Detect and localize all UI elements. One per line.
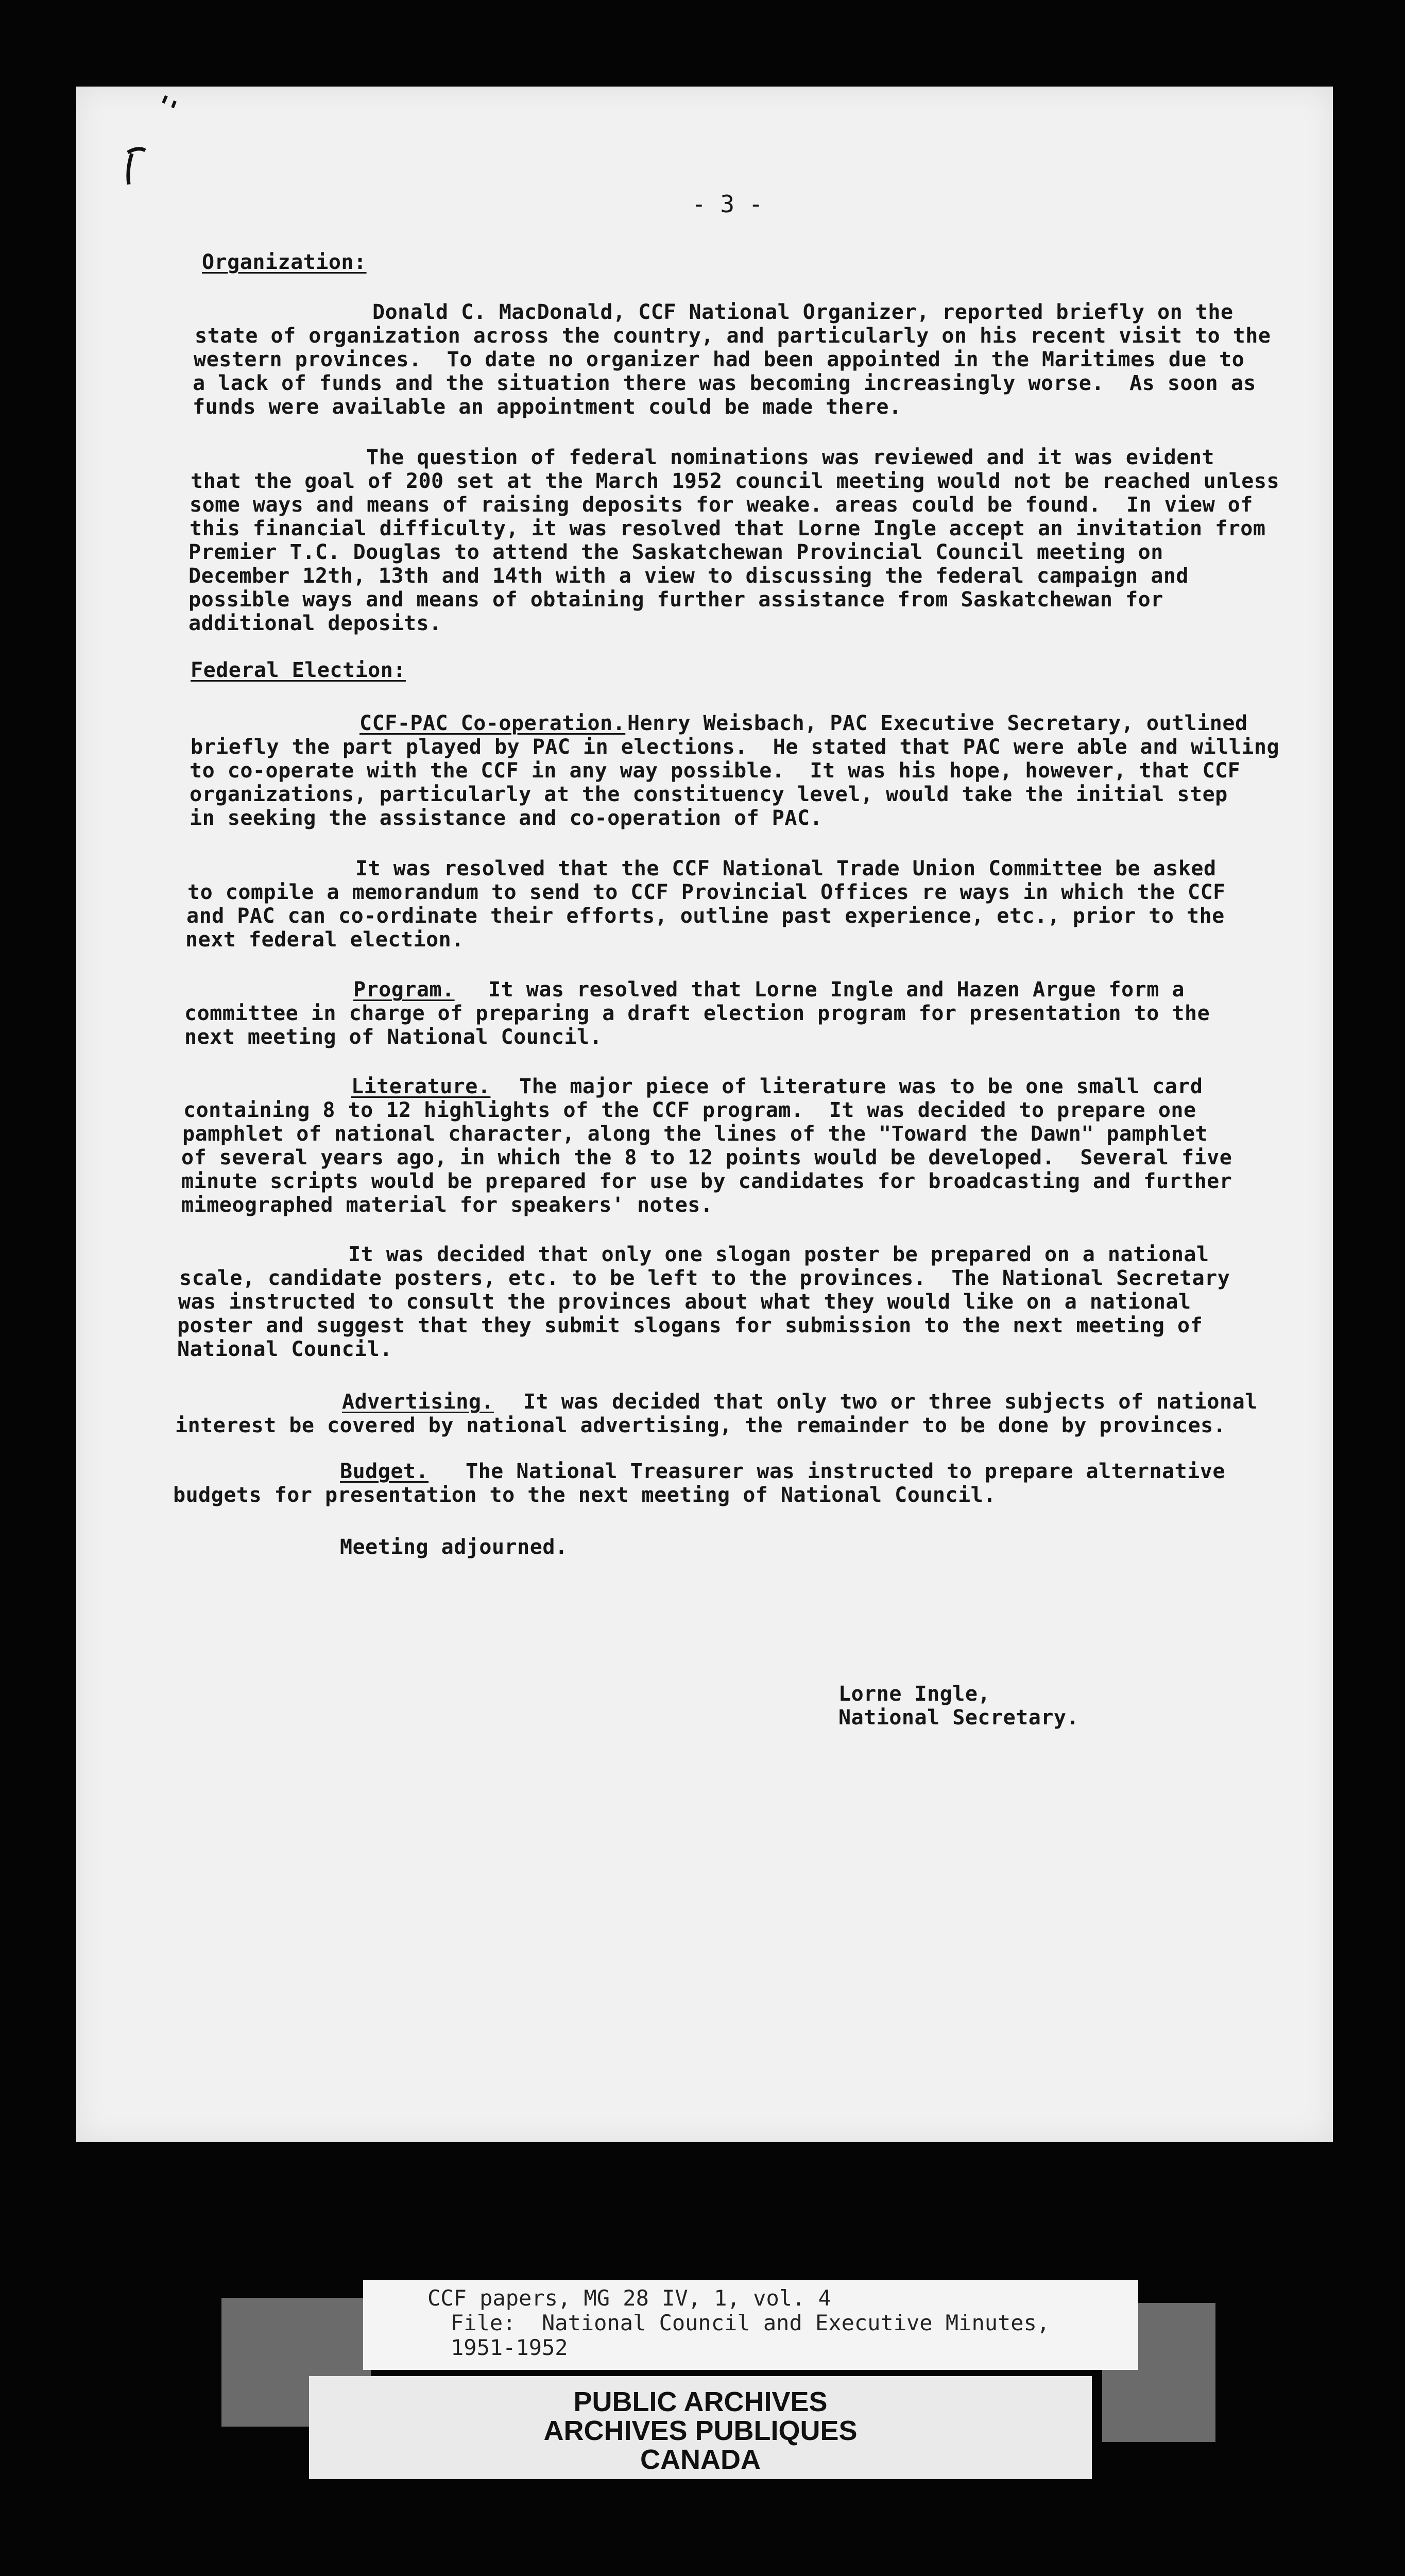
text-line: minute scripts would be prepared for use by candidates for broadcasting and further <box>181 1170 1232 1193</box>
text-line: was instructed to consult the provinces about what they would like on a national <box>178 1290 1191 1314</box>
subheading-budget: Budget. <box>340 1460 429 1483</box>
text-line: budgets for presentation to the next meeting of National Council. <box>173 1483 996 1507</box>
archive-stamp <box>309 2376 1092 2479</box>
label-line: CCF papers, MG 28 IV, 1, vol. 4 <box>427 2285 831 2311</box>
text-line: It was resolved that the CCF National Trade Union Committee be asked <box>355 857 1216 880</box>
text-line: It was decided that only two or three subjects of national <box>523 1390 1258 1414</box>
document-page <box>76 87 1333 2142</box>
text-line: Donald C. MacDonald, CCF National Organizer, reported briefly on the <box>372 300 1233 324</box>
text-line: committee in charge of preparing a draft election program for presentation to the <box>184 1002 1210 1025</box>
text-line: pamphlet of national character, along the lines of the "Toward the Dawn" pamphlet <box>182 1122 1208 1146</box>
heading-organization: Organization: <box>202 250 367 274</box>
text-line: western provinces. To date no organizer had been appointed in the Maritimes due to <box>194 348 1245 371</box>
text-line: Premier T.C. Douglas to attend the Saskatchewan Provincial Council meeting on <box>189 540 1163 564</box>
text-line: funds were available an appointment could be made there. <box>193 395 902 419</box>
subheading-advertising: Advertising. <box>342 1390 494 1414</box>
text-line: interest be covered by national advertising, the remainder to be done by provinces. <box>175 1414 1226 1437</box>
text-line: December 12th, 13th and 14th with a view to discussing the federal campaign and <box>189 564 1189 588</box>
text-line: containing 8 to 12 highlights of the CCF program. It was decided to prepare one <box>183 1098 1196 1122</box>
text-line: state of organization across the country, and particularly on his recent visit to the <box>195 324 1271 348</box>
text-line: some ways and means of raising deposits for weake. areas could be found. In view of <box>190 493 1253 517</box>
text-line: next meeting of National Council. <box>184 1025 603 1049</box>
text-line: to co-operate with the CCF in any way possible. It was his hope, however, that CCF <box>190 759 1241 783</box>
label-line: 1951-1952 <box>451 2335 568 2360</box>
text-line: Henry Weisbach, PAC Executive Secretary, outlined <box>627 711 1248 735</box>
text-line: Meeting adjourned. <box>340 1535 568 1559</box>
heading-federal-election: Federal Election: <box>191 658 406 682</box>
text-line: poster and suggest that they submit slogans for submission to the next meeting of <box>177 1314 1203 1337</box>
subheading-program: Program. <box>353 978 455 1002</box>
text-line: this financial difficulty, it was resolved that Lorne Ingle accept an invitation from <box>190 517 1266 540</box>
text-line: to compile a memorandum to send to CCF Provincial Offices re ways in which the CCF <box>187 880 1226 904</box>
label-line: File: National Council and Executive Minutes, <box>451 2310 1050 2335</box>
text-line: of several years ago, in which the 8 to 12 points would be developed. Several five <box>181 1146 1232 1170</box>
text-line: mimeographed material for speakers' notes. <box>181 1193 713 1217</box>
text-line: organizations, particularly at the constituency level, would take the initial step <box>190 783 1228 806</box>
text-line: next federal election. <box>185 928 464 952</box>
stamp-line: CANADA <box>640 2444 761 2475</box>
text-line: and PAC can co-ordinate their efforts, outline past experience, etc., prior to the <box>186 904 1225 928</box>
text-line: The question of federal nominations was reviewed and it was evident <box>366 446 1214 469</box>
subheading-literature: Literature. <box>351 1075 491 1098</box>
text-line: scale, candidate posters, etc. to be left to the provinces. The National Secretary <box>179 1266 1230 1290</box>
signature-title: National Secretary. <box>838 1706 1080 1730</box>
page-number: - 3 - <box>692 190 763 218</box>
stamp-line: ARCHIVES PUBLIQUES <box>543 2415 858 2446</box>
document-text <box>76 87 1333 2142</box>
archive-file-label <box>363 2280 1138 2370</box>
text-line: It was decided that only one slogan poster be prepared on a national <box>348 1243 1209 1266</box>
stamp-line: PUBLIC ARCHIVES <box>573 2386 828 2417</box>
subheading-ccf-pac: CCF-PAC Co-operation. <box>359 711 626 735</box>
text-line: The National Treasurer was instructed to prepare alternative <box>466 1460 1225 1483</box>
text-line: that the goal of 200 set at the March 1952 council meeting would not be reached unless <box>191 469 1280 493</box>
text-line: possible ways and means of obtaining further assistance from Saskatchewan for <box>189 588 1163 612</box>
signature-name: Lorne Ingle, <box>838 1682 990 1706</box>
text-line: additional deposits. <box>189 612 442 635</box>
text-line: National Council. <box>177 1337 392 1361</box>
text-line: a lack of funds and the situation there was becoming increasingly worse. As soon as <box>193 371 1256 395</box>
text-line: It was resolved that Lorne Ingle and Hazen Argue form a <box>488 978 1185 1002</box>
text-line: briefly the part played by PAC in elections. He stated that PAC were able and willing <box>191 735 1280 759</box>
text-line: The major piece of literature was to be one small card <box>519 1075 1203 1098</box>
text-line: in seeking the assistance and co-operation of PAC. <box>190 806 823 830</box>
